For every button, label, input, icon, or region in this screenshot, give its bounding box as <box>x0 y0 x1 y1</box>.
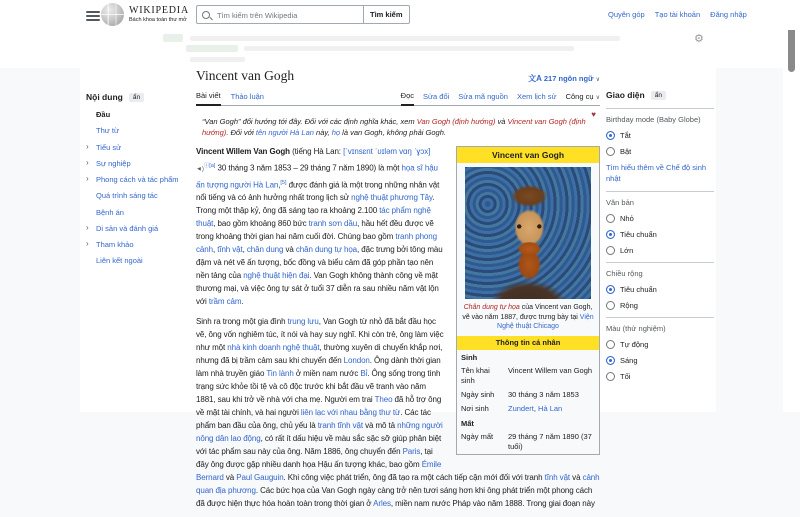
tab-tools[interactable] <box>566 92 600 105</box>
search-bar <box>196 5 410 24</box>
toc-item-tieu-su[interactable] <box>86 143 192 153</box>
infobox-row-birth-date <box>457 388 599 402</box>
option-text-standard[interactable] <box>606 230 714 239</box>
logo-text <box>129 6 189 24</box>
text-span: , thường xuyên di chuyển khắp nơi, nhưng đã bị trầm cảm sau khi chuyển đến <box>196 343 443 366</box>
logo-title: WIKIPEDIA <box>129 4 189 16</box>
text-link[interactable]: cảnh quan địa phương <box>196 473 600 496</box>
text-span: . <box>241 297 244 307</box>
text-span: , đặc trưng bởi tông màu đậm và nét vẽ ấn tượng, bốc đồng và biểu cảm đã góp phần tạo nên nền tảng của <box>196 245 443 281</box>
chevron-right-icon[interactable]: › <box>86 239 89 248</box>
text-link[interactable]: Van Gogh (định hướng) <box>416 117 496 126</box>
text-link[interactable]: Tin lành <box>266 369 294 379</box>
text-span: Vincent Willem Van Gogh <box>196 147 290 156</box>
text-link[interactable]: họa sĩ hậu ấn tượng người Hà Lan <box>196 163 438 190</box>
option-birthday-on[interactable] <box>606 147 714 156</box>
option-label: Tiêu chuẩn <box>620 285 657 294</box>
radio-button[interactable] <box>606 230 615 239</box>
appearance-group-color <box>606 317 714 381</box>
text-link[interactable]: [a] <box>209 163 216 169</box>
text-link[interactable]: Chân dung tự họa <box>463 304 520 311</box>
scrollbar <box>783 0 800 412</box>
text-span: . Ông sống trong tình trạng sức khỏe tồi tệ và cô độc trước khi bắt đầu vẽ tranh vào năm 1881, sau khi trở về nhà với cha mẹ. Người em trai <box>196 369 441 405</box>
infobox <box>456 146 600 455</box>
toc-item-qua-trinh[interactable] <box>86 191 192 201</box>
text-span: , <box>212 245 218 255</box>
text-link[interactable]: tranh phong cảnh <box>196 232 437 255</box>
tab-read[interactable]: Đọc <box>401 91 414 106</box>
text-link[interactable]: họ <box>331 128 341 137</box>
radio-button[interactable] <box>606 214 615 223</box>
infobox-row-label: Ngày mất <box>461 431 494 441</box>
text-link[interactable]: Vincent van Gogh (định hướng) <box>202 117 586 137</box>
option-birthday-off[interactable] <box>606 131 714 140</box>
search-button[interactable]: Tìm kiếm <box>363 5 410 24</box>
option-width-standard[interactable] <box>606 285 714 294</box>
van-gogh-self-portrait-image[interactable] <box>465 167 591 299</box>
text-link[interactable]: nhà kinh doanh nghệ thuật <box>227 343 320 353</box>
text-link[interactable]: [5] <box>280 179 287 186</box>
wikipedia-logo[interactable] <box>101 3 189 26</box>
text-span: , miền nam nước Pháp vào năm 1888. Trong giai đoạn này <box>390 499 595 509</box>
toc-item-di-san[interactable] <box>86 224 192 234</box>
infobox-row-value: 29 tháng 7 năm 1890 (37 tuổi) <box>508 431 592 451</box>
tab-talk[interactable]: Thảo luận <box>230 92 264 101</box>
radio-button[interactable] <box>606 356 615 365</box>
text-span: , Van Gogh từ nhỏ đã bắt đầu học vẽ, ông vốn nghiêm túc, ít nói và hay suy nghĩ. Khi còn trẻ, ông làm việc như một <box>196 317 444 353</box>
appearance-group-width <box>606 262 714 310</box>
group-heading: Màu (thử nghiệm) <box>606 324 666 333</box>
text-span: . Đối với <box>226 128 256 137</box>
faded-banner <box>0 30 783 68</box>
radio-button[interactable] <box>606 147 615 156</box>
option-label: Tắt <box>620 131 631 140</box>
radio-button[interactable] <box>606 301 615 310</box>
infobox-death-header: Mất <box>461 418 474 428</box>
option-label: Bật <box>620 147 632 156</box>
text-span: , bao gồm khoảng 860 bức <box>213 219 309 229</box>
text-span: . Khi công việc phát triển, ông đã tạo ra một cách tiếp cận mới đối với tranh <box>283 473 545 483</box>
text-span: 30 tháng 3 năm 1853 – 29 tháng 7 năm 1890) là một <box>215 163 402 173</box>
tools-label: Công cụ <box>565 92 594 101</box>
group-heading: Chiều rộng <box>606 269 643 278</box>
banner-placeholder-line <box>190 36 620 41</box>
table-of-contents <box>86 92 192 273</box>
site-header <box>0 0 800 30</box>
text-span: . Trong một thập kỷ, ông đã sáng tạo ra khoảng 2.100 <box>196 193 435 216</box>
infobox-row-value <box>508 404 595 414</box>
gear-icon[interactable]: ⚙ <box>694 33 704 45</box>
infobox-row-value: Vincent Willem van Gogh <box>508 365 593 375</box>
language-count-label: 217 ngôn ngữ <box>543 74 594 83</box>
text-span: . Các bức họa của Van Gogh ngày càng trở nên tươi sáng hơn khi ông phát triển một phong cách đã được hiện thực hóa hoàn toàn trong thời gian ở <box>196 486 593 509</box>
chevron-right-icon[interactable]: › <box>86 141 89 151</box>
option-color-auto[interactable] <box>606 340 714 349</box>
text-link[interactable]: Theo <box>374 395 393 405</box>
hatnote <box>202 116 600 138</box>
chevron-right-icon[interactable]: › <box>86 222 89 232</box>
option-color-light[interactable] <box>606 356 714 365</box>
toc-item-label: Đầu <box>96 110 111 119</box>
text-span: , tại đây ông được gặp nhiều danh họa Hậu ấn tượng khác, bao gồm <box>196 447 433 470</box>
search-box <box>196 5 363 24</box>
text-link[interactable]: nghệ thuật hiện đại <box>243 271 310 281</box>
chevron-down-icon: ∨ <box>595 95 600 101</box>
infobox-row-birth-place <box>457 402 599 416</box>
radio-button[interactable] <box>606 340 615 349</box>
text-span: , có rất ít dấu hiệu về màu sắc sặc sỡ giúp phân biệt với tác phẩm sau này của ông. Năm 1886, ông chuyển đến <box>196 434 442 457</box>
banner-placeholder-pill <box>163 34 183 42</box>
infobox-row-label: Nơi sinh <box>461 403 489 413</box>
text-span: Sinh ra trong một gia đình <box>196 317 288 327</box>
appearance-group-text-size <box>606 191 714 255</box>
text-link[interactable]: Viện Nghệ thuật Chicago <box>497 313 594 330</box>
toc-item-label: Phong cách và tác phẩm <box>96 175 179 184</box>
text-span: và <box>495 117 508 126</box>
text-span: là van Gogh, không phải Gogh. <box>340 128 446 137</box>
logo-tagline: Bách khoa toàn thư mở <box>129 16 187 23</box>
search-input[interactable] <box>215 6 364 25</box>
option-width-wide[interactable] <box>606 301 714 310</box>
toc-item-label: Tiểu sử <box>96 142 122 152</box>
text-link[interactable]: Paris <box>402 447 421 457</box>
text-link[interactable]: Zundert <box>508 403 534 413</box>
text-span: đã hỗ trợ ông về mặt tài chính, và hai người <box>196 395 442 418</box>
text-span: ở miền nam nước <box>293 369 361 379</box>
toc-item-thu-tu[interactable] <box>86 126 192 136</box>
text-link[interactable]: ⓘ <box>203 163 210 169</box>
language-selector-button[interactable] <box>528 73 600 84</box>
text-span: , <box>242 245 247 255</box>
appearance-group-birthday-mode <box>606 108 714 184</box>
tab-edit[interactable]: Sửa đổi <box>423 92 450 101</box>
radio-button[interactable] <box>606 372 615 381</box>
text-span: , <box>278 180 281 190</box>
option-text-large[interactable] <box>606 246 714 255</box>
toc-hide-button[interactable]: ẩn <box>129 93 144 102</box>
text-link[interactable]: trầm cảm <box>208 297 242 307</box>
header-links <box>608 10 747 19</box>
tab-history[interactable]: Xem lịch sử <box>516 92 557 101</box>
toc-item-label: Thư từ <box>96 126 119 136</box>
toc-title: Nội dung <box>86 92 123 102</box>
toc-item-benh-an[interactable] <box>86 208 192 218</box>
text-span: này, <box>313 128 332 137</box>
infobox-row-label: Ngày sinh <box>461 389 495 399</box>
toc-item-label: Bệnh án <box>96 207 124 217</box>
option-label: Lớn <box>620 246 634 255</box>
text-span: và <box>283 245 296 255</box>
language-icon: 文A <box>528 74 542 83</box>
text-link[interactable]: [ˈvɪnsɛnt ˈʋɪləm vɑŋ ˈɣɔx] <box>343 147 431 156</box>
text-link[interactable]: Arles <box>373 499 391 509</box>
text-span: . Các tác phẩm ban đầu của ông, chủ yếu là <box>196 408 431 431</box>
toc-item-dau[interactable] <box>86 110 192 120</box>
toc-item-label: Sự nghiệp <box>96 158 131 168</box>
text-link[interactable]: tên người Hà Lan <box>255 128 314 137</box>
infobox-section-header: Thông tin cá nhân <box>457 336 599 350</box>
infobox-birth-header: Sinh <box>461 352 478 362</box>
page-title: Vincent van Gogh <box>196 68 295 83</box>
option-label: Tiêu chuẩn <box>620 230 657 239</box>
toc-item-tham-khao[interactable] <box>86 240 192 250</box>
text-link[interactable]: trung lưu <box>287 317 319 327</box>
toc-item-phong-cach[interactable] <box>86 175 192 185</box>
tab-edit-source[interactable]: Sửa mã nguồn <box>458 92 508 101</box>
appearance-title: Giao diện <box>606 90 645 100</box>
option-label: Sáng <box>620 356 638 365</box>
text-span: , <box>533 403 539 413</box>
toc-item-label: Di sản và đánh giá <box>96 223 159 233</box>
infobox-title: Vincent van Gogh <box>457 147 599 163</box>
infobox-row-death-date <box>457 430 599 454</box>
radio-button[interactable] <box>606 285 615 294</box>
text-span: của Vincent van Gogh, vẽ vào năm 1887, được trưng bày tại <box>462 304 593 321</box>
infobox-row-label: Tên khai sinh <box>461 365 490 385</box>
view-tabs <box>392 91 600 105</box>
option-label: Tự động <box>620 340 649 349</box>
text-link[interactable]: tĩnh vật <box>217 245 243 255</box>
infobox-row-birth-name <box>457 364 599 388</box>
text-span: (tiếng Hà Lan: <box>289 147 344 156</box>
option-text-small[interactable] <box>606 214 714 223</box>
text-span: và <box>223 473 237 483</box>
option-color-dark[interactable] <box>606 372 714 381</box>
chevron-right-icon[interactable]: › <box>86 174 89 183</box>
text-span: và mô tả <box>362 421 398 431</box>
radio-button[interactable] <box>606 246 615 255</box>
article-content <box>196 68 600 517</box>
text-link[interactable]: chân dung tự họa <box>295 245 358 255</box>
search-icon <box>202 11 210 19</box>
chevron-down-icon: ∨ <box>595 77 600 83</box>
text-span: và <box>570 473 583 483</box>
login-link[interactable]: Đăng nhập <box>710 10 747 19</box>
birthday-mode-learn-more-link[interactable]: Tìm hiểu thêm về Chế độ sinh nhật <box>606 163 707 183</box>
toc-item-label: Quá trình sáng tác <box>96 191 158 201</box>
group-heading: Birthday mode (Baby Globe) <box>606 115 701 124</box>
text-link[interactable]: chân dung <box>246 245 284 255</box>
toc-item-label: Tham khảo <box>96 240 134 249</box>
article-tab-bar <box>196 91 600 106</box>
text-link[interactable]: những người nông dân lao động <box>196 421 443 444</box>
radio-button[interactable] <box>606 131 615 140</box>
text-link[interactable]: tác phẩm nghệ thuật <box>196 206 431 229</box>
text-link[interactable]: tĩnh vật <box>544 473 571 483</box>
donate-link[interactable]: Quyên góp <box>608 10 645 19</box>
text-span: được đánh giá là một trong những nhân vật nổi tiếng và có ảnh hưởng nhất trong lịch sử <box>196 180 440 203</box>
text-span: “Van Gogh” đổi hướng tới đây. Đối với các định nghĩa khác, xem <box>202 117 417 126</box>
text-link[interactable]: tranh tĩnh vật <box>317 421 363 431</box>
toc-item-label: Liên kết ngoài <box>96 256 143 266</box>
toc-item-lien-ket-ngoai[interactable] <box>86 256 192 266</box>
text-link[interactable]: Bỉ <box>360 369 368 379</box>
featured-article-icon: ♥ <box>591 110 596 119</box>
text-span: . Van Gogh không thành công về mặt thương mại, và việc ông tự sát ở tuổi 37 diễn ra sau nhiều năm vật lộn với <box>196 271 439 307</box>
text-link[interactable]: tranh sơn dầu <box>308 219 358 229</box>
create-account-link[interactable]: Tạo tài khoản <box>654 10 701 19</box>
wikipedia-globe-icon <box>101 3 124 26</box>
text-link[interactable]: liên lạc với nhau bằng thư từ <box>300 408 401 418</box>
banner-placeholder-pill <box>186 45 238 52</box>
option-label: Tối <box>620 372 631 381</box>
appearance-hide-button[interactable]: ẩn <box>651 91 666 100</box>
tab-article[interactable]: Bài viết <box>196 91 221 106</box>
infobox-row-value: 30 tháng 3 năm 1853 <box>508 389 579 399</box>
appearance-panel <box>606 90 714 388</box>
banner-placeholder-line <box>244 46 574 51</box>
banner-placeholder-line <box>190 57 245 62</box>
text-link[interactable]: nghệ thuật phương Tây <box>351 193 433 203</box>
option-label: Rộng <box>620 301 638 310</box>
text-span: . Ông dành thời gian làm nhà truyền giáo <box>196 356 441 379</box>
text-link[interactable]: Hà Lan <box>538 403 563 413</box>
text-link[interactable]: Émile Bernard <box>196 460 442 483</box>
hamburger-menu-icon[interactable] <box>86 9 100 21</box>
infobox-caption <box>457 302 599 336</box>
group-heading: Văn bản <box>606 198 634 207</box>
text-span: , hầu hết đều được vẽ trong khoảng thời gian hai năm cuối đời. Chúng bao gồm <box>196 219 434 242</box>
chevron-right-icon[interactable]: › <box>86 157 89 167</box>
text-link[interactable]: Paul Gauguin <box>236 473 284 483</box>
text-span: ◄) <box>196 166 204 173</box>
option-label: Nhỏ <box>620 214 634 223</box>
toc-item-su-nghiep[interactable] <box>86 159 192 169</box>
text-link[interactable]: London <box>343 356 370 366</box>
